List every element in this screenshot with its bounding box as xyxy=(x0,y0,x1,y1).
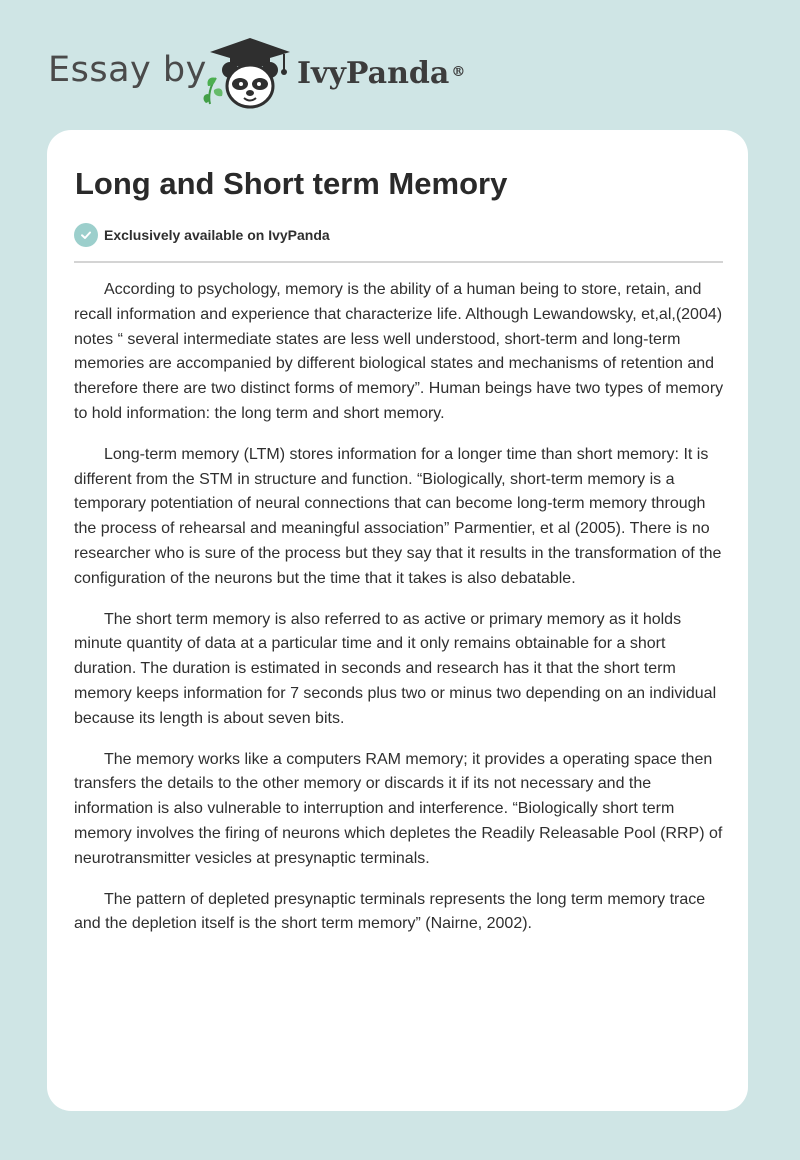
essay-by-label: Essay by xyxy=(48,50,207,90)
title-divider xyxy=(74,261,723,263)
registered-mark: ® xyxy=(451,64,466,80)
site-header xyxy=(0,0,800,120)
paragraph: The short term memory is also referred to as active or primary memory as it holds minute quantity of data at a particular time and it only remains obtainable for a short duration. The duration is estimated in seconds and research has it that the short term memory keeps information for 7 seconds plus two or minus two depending on an individual because its length is about seven bits. xyxy=(74,610,717,727)
page-title: Long and Short term Memory xyxy=(75,166,508,201)
essay-card xyxy=(47,130,748,1111)
panda-graduate-logo-icon[interactable] xyxy=(200,34,296,110)
essay-body xyxy=(74,278,724,953)
check-circle-icon xyxy=(74,223,98,247)
paragraph: According to psychology, memory is the ability of a human being to store, retain, and recall information and experience that characterize life. Although Lewandowsky, et,al,(2004) notes “ several intermediate states are less well understood, short-term and long-term memories are accompanied by different biological states and mechanisms of retention and therefore there are two distinct forms of memory”. Human beings have two types of memory to hold information: the long term and short memory. xyxy=(74,281,724,422)
exclusive-badge-label: Exclusively available on IvyPanda xyxy=(104,227,330,243)
brand-text: IvyPanda xyxy=(297,56,450,91)
paragraph: Long-term memory (LTM) stores information for a longer time than short memory: It is different from the STM in structure and function. “Biologically, short-term memory is a temporary potentiation of neural connections that can become long-term memory through the process of rehearsal and meaningful association” Parmentier, et al (2005). There is no researcher who is sure of the process but they say that it results in the transformation of the configuration of the neurons but the time that it takes is also debatable. xyxy=(74,445,722,587)
exclusive-badge xyxy=(74,222,330,248)
brand-name[interactable] xyxy=(297,54,465,94)
paragraph: The pattern of depleted presynaptic terminals represents the long term memory trace and the depletion itself is the short term memory” (Nairne, 2002). xyxy=(74,890,706,933)
paragraph: The memory works like a computers RAM memory; it provides a operating space then transfers the details to the other memory or discards it if its not necessary and the information is also vulnerable to interruption and interference. “Biologically short term memory involves the firing of neurons which depletes the Readily Releasable Pool (RRP) of neurotransmitter vesicles at presynaptic terminals. xyxy=(74,750,723,867)
